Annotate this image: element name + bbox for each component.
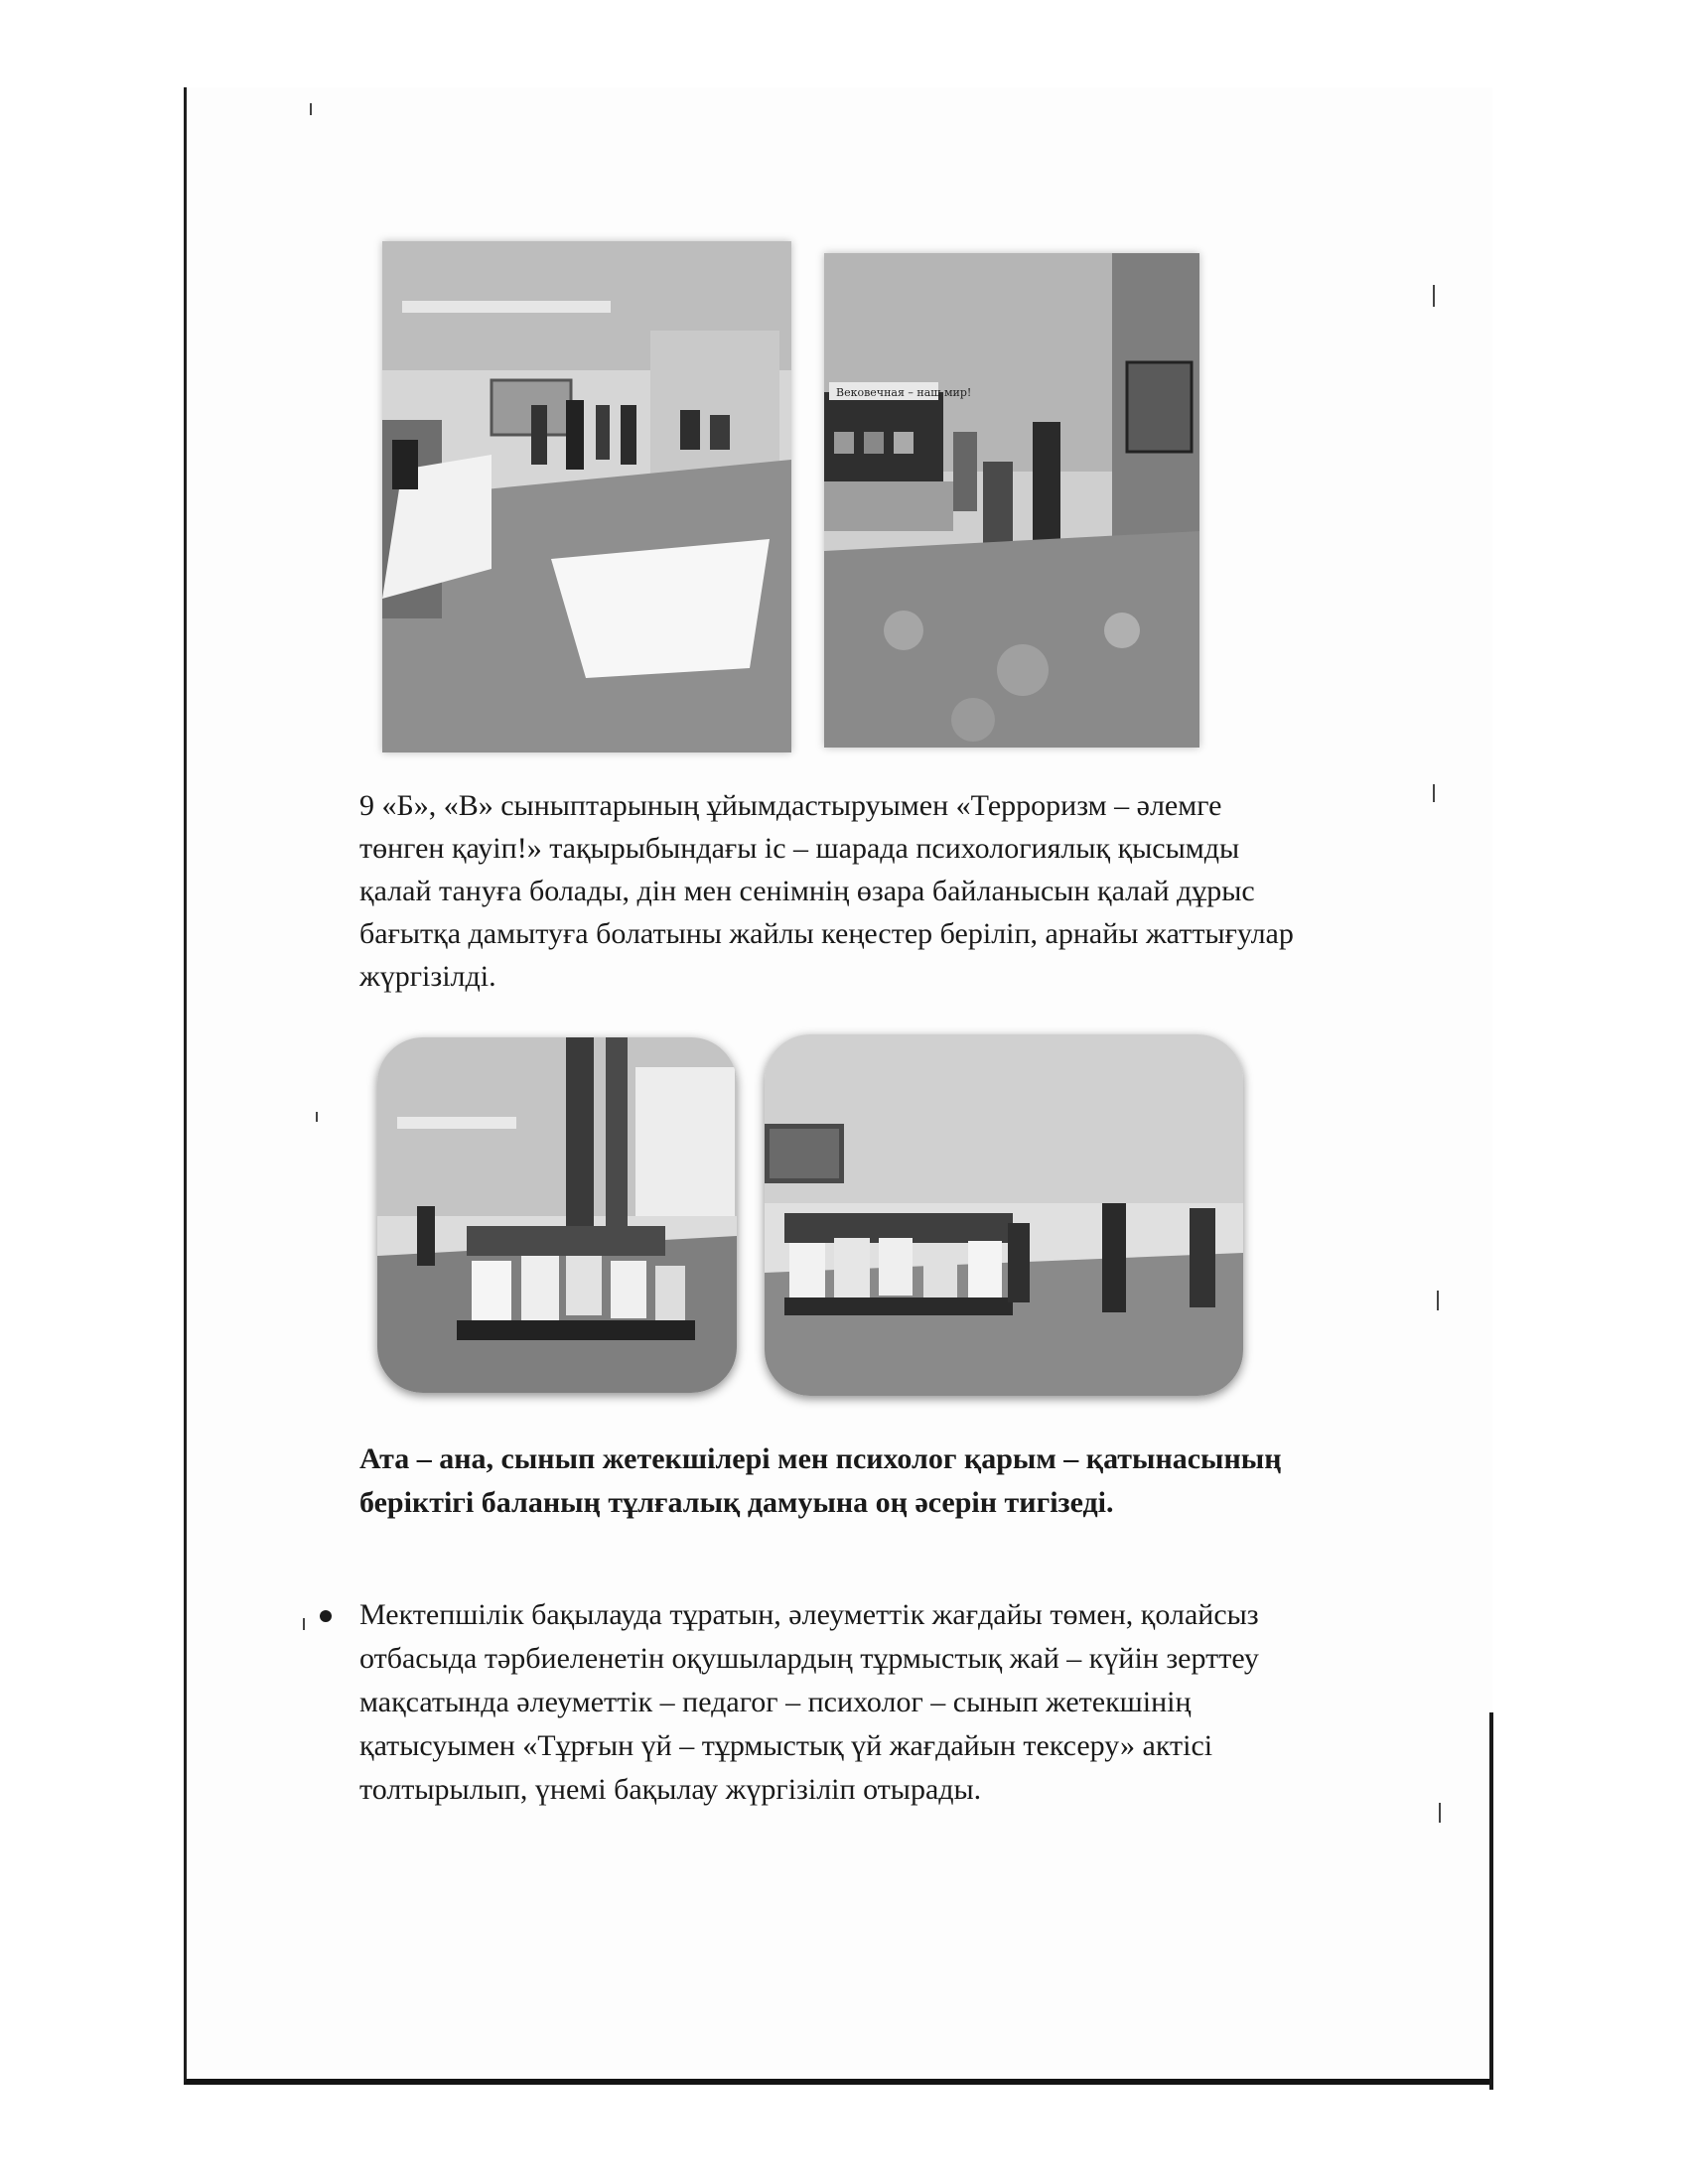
scan-edge xyxy=(1489,1712,1493,2090)
scan-speck xyxy=(303,1618,305,1630)
scan-speck xyxy=(1433,784,1435,802)
banner-text: Вековечная – наш мир! xyxy=(836,386,972,399)
list-item xyxy=(318,1593,1311,1812)
bold-note: Ата – ана, сынып жетекшілері мен психолог қарым – қатынасының беріктігі баланың тұлғалық дамуына оң әсерін тигізеді. xyxy=(359,1442,1282,1519)
scan-speck xyxy=(1437,1291,1439,1310)
list-item-text: Мектепшілік бақылауда тұратын, әлеуметтік жағдайы төмен, қолайсыз отбасыда тәрбиеленетін оқушылардың тұрмыстық жай – күйін зерттеу мақсатында әлеуметтік – педагог – психолог – сынып жетекшінің қатысуымен «Тұрғын үй – тұрмыстық үй жағдайын тексеру» актісі толтырылып, үнемі бақылау жүргізіліп отырады. xyxy=(359,1598,1259,1806)
bullet-list xyxy=(318,1593,1311,1812)
bullet-icon xyxy=(320,1610,332,1622)
scan-speck xyxy=(1439,1803,1441,1823)
assembly-hall-photo-right xyxy=(765,1034,1243,1396)
scan-speck xyxy=(1433,285,1435,307)
scan-speck xyxy=(316,1112,318,1122)
classroom-event-photo xyxy=(382,241,791,752)
assembly-hall-photo-left xyxy=(377,1037,737,1393)
stage-presentation-photo xyxy=(824,253,1199,748)
scan-speck xyxy=(310,103,312,115)
photo-caption: 9 «Б», «В» сыныптарының ұйымдастыруымен «Терроризм – әлемге төнген қауіп!» тақырыбындағы іс – шарада психологиялық қысымды қалай тануға болады, дін мен сенімнің өзара байланысын қалай дұрыс бағытқа дамытуға болатыны жайлы кеңестер беріліп, арнайы жаттығулар жүргізілді. xyxy=(359,789,1294,993)
